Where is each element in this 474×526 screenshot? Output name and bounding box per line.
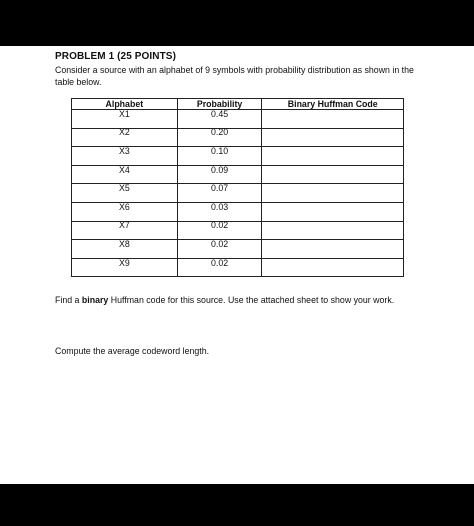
- probability-cell: [177, 128, 262, 147]
- symbol-cell: [72, 221, 178, 240]
- code-cell: [262, 128, 404, 147]
- probability-cell: [177, 202, 262, 221]
- symbol-cell: [72, 165, 178, 184]
- probability-cell: [177, 258, 262, 277]
- probability-text: 0.07: [211, 183, 229, 194]
- document-page: [0, 46, 474, 484]
- symbol-cell: [72, 202, 178, 221]
- table-row: [72, 258, 404, 277]
- probability-table: [71, 98, 404, 277]
- find-question: [55, 295, 394, 305]
- symbol-text: X5: [118, 183, 130, 194]
- table-row: [72, 184, 404, 203]
- probability-text: 0.45: [211, 108, 229, 119]
- find-emphasis: binary: [81, 295, 109, 305]
- probability-text: 0.02: [211, 238, 229, 249]
- symbol-text: X1: [118, 108, 130, 119]
- symbol-text: X4: [118, 164, 130, 175]
- column-header-alphabet: Alphabet: [72, 99, 178, 110]
- probability-cell: [177, 147, 262, 166]
- code-cell: [262, 258, 404, 277]
- column-header-code: Binary Huffman Code: [262, 99, 404, 110]
- code-cell: [262, 221, 404, 240]
- table-row: [72, 221, 404, 240]
- find-suffix: Huffman code for this source. Use the attached sheet to show your work.: [108, 295, 395, 305]
- probability-cell: [177, 221, 262, 240]
- symbol-cell: [72, 184, 178, 203]
- code-cell: [262, 110, 404, 129]
- symbol-text: X2: [118, 127, 130, 138]
- symbol-text: X7: [118, 220, 130, 231]
- table-row: [72, 240, 404, 259]
- code-cell: [262, 165, 404, 184]
- problem-heading: PROBLEM 1 (25 POINTS): [55, 51, 177, 62]
- probability-text: 0.20: [211, 127, 229, 138]
- code-cell: [262, 240, 404, 259]
- probability-text: 0.02: [211, 257, 229, 268]
- probability-text: 0.02: [211, 220, 229, 231]
- symbol-text: X9: [118, 257, 130, 268]
- probability-text: 0.09: [211, 164, 229, 175]
- probability-cell: [177, 165, 262, 184]
- code-cell: [262, 147, 404, 166]
- table-row: [72, 165, 404, 184]
- table-row: [72, 147, 404, 166]
- compute-question: Compute the average codeword length.: [55, 346, 210, 356]
- probability-text: 0.10: [211, 145, 229, 156]
- table-row: [72, 110, 404, 129]
- probability-cell: [177, 240, 262, 259]
- symbol-cell: [72, 240, 178, 259]
- symbol-cell: [72, 128, 178, 147]
- symbol-text: X3: [118, 145, 130, 156]
- symbol-cell: [72, 110, 178, 129]
- probability-text: 0.03: [211, 201, 229, 212]
- symbol-text: X8: [118, 238, 130, 249]
- table-row: [72, 128, 404, 147]
- column-header-probability: Probability: [177, 99, 262, 110]
- probability-cell: [177, 110, 262, 129]
- symbol-cell: [72, 258, 178, 277]
- table-row: [72, 202, 404, 221]
- code-cell: [262, 202, 404, 221]
- symbol-text: X6: [118, 201, 130, 212]
- code-cell: [262, 184, 404, 203]
- find-prefix: Find a: [55, 295, 82, 305]
- problem-intro: Consider a source with an alphabet of 9 symbols with probability distribution as shown in the table below.: [55, 65, 414, 87]
- symbol-cell: [72, 147, 178, 166]
- probability-cell: [177, 184, 262, 203]
